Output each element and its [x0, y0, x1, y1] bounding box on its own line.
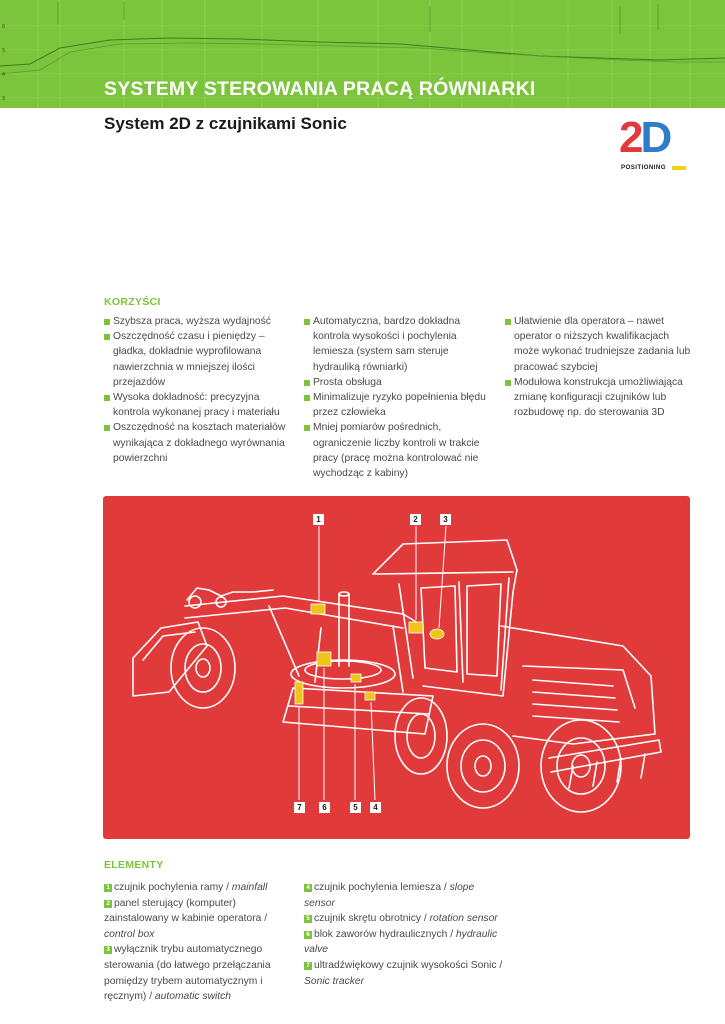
legend-item — [304, 911, 504, 927]
benefit-item: Oszczędność na kosztach materiałów wynikająca z dokładnego wyrównania powierzchni — [104, 420, 294, 466]
legend-text-pl: czujnik pochylenia lemiesza / — [314, 882, 450, 893]
legend-text-pl: panel sterujący (komputer) zainstalowany w kabinie operatora / — [104, 897, 268, 925]
benefits-heading: KORZYŚCI — [104, 296, 161, 308]
legend-item — [304, 927, 504, 958]
callout-5: 5 — [350, 802, 361, 813]
elements-legend-left — [104, 880, 296, 1005]
legend-text-pl: czujnik skrętu obrotnicy / — [314, 913, 430, 925]
page-subtitle: System 2D z czujnikami Sonic — [104, 114, 347, 133]
legend-number: 7 — [304, 962, 312, 970]
callout-3: 3 — [440, 514, 451, 525]
elements-heading: ELEMENTY — [104, 859, 164, 871]
benefits-column-1 — [104, 314, 294, 466]
benefit-item: Ułatwienie dla operatora – nawet operator o niższych kwalifikacjach może wykonać trudniejsze zadania lub pracować szybciej — [505, 314, 695, 375]
callout-1: 1 — [313, 514, 324, 525]
page-title: SYSTEMY STEROWANIA PRACĄ RÓWNIARKI — [104, 78, 536, 100]
svg-text:3: 3 — [2, 96, 6, 102]
legend-number: 2 — [104, 900, 112, 908]
benefit-item: Minimalizuje ryzyko popełnienia błędu przez człowieka — [304, 390, 496, 420]
legend-number: 1 — [104, 884, 112, 892]
legend-item — [304, 958, 504, 989]
legend-number: 3 — [104, 946, 112, 954]
svg-text:6: 6 — [2, 24, 6, 30]
control-box-component — [409, 622, 423, 633]
svg-text:5: 5 — [2, 48, 6, 54]
legend-text-en: rotation sensor — [429, 913, 498, 925]
legend-text-pl: czujnik pochylenia ramy / — [114, 882, 232, 893]
callout-6: 6 — [319, 802, 330, 813]
legend-number: 6 — [304, 931, 312, 939]
motor-grader-drawing — [103, 496, 690, 839]
legend-text-pl: blok zaworów hydraulicznych / — [314, 928, 456, 940]
hydraulic-valve-component — [317, 652, 331, 666]
benefit-item: Mniej pomiarów pośrednich, ograniczenie liczby kontroli w trakcie pracy (pracę można kontrolować nie wychodząc z kabiny) — [304, 420, 496, 481]
legend-text-pl: wyłącznik trybu automatycznego sterowania (do łatwego przełączania pomiędzy trybem automatycznym i ręcznym) / — [104, 944, 271, 1003]
legend-text-en: control box — [104, 928, 155, 940]
legend-number: 4 — [304, 884, 312, 892]
logo-mark-2: 2 — [619, 113, 641, 162]
benefit-item: Prosta obsługa — [304, 375, 496, 390]
benefit-item: Wysoka dokładność: precyzyjna kontrola wykonanej pracy i materiału — [104, 390, 294, 420]
legend-text-pl: ultradźwiękowy czujnik wysokości Sonic / — [314, 959, 503, 971]
legend-text-en: Sonic tracker — [304, 975, 365, 987]
legend-item — [104, 880, 296, 896]
header-band — [0, 0, 725, 108]
legend-number: 5 — [304, 915, 312, 923]
sonic-tracker-component — [295, 682, 303, 704]
legend-text-en: hydraulic valve — [304, 928, 498, 956]
automatic-switch-component — [430, 629, 444, 639]
benefit-item: Automatyczna, bardzo dokładna kontrola wysokości i pochylenia lemiesza (system sam steruje hydrauliką równiarki) — [304, 314, 496, 375]
legend-text-en: slope sensor — [304, 882, 475, 909]
logo-mark-d: D — [640, 113, 670, 162]
callout-2: 2 — [410, 514, 421, 525]
legend-text-en: automatic switch — [154, 991, 232, 1003]
svg-text:4: 4 — [2, 72, 6, 78]
brand-logo — [619, 113, 687, 174]
callout-7: 7 — [294, 802, 305, 813]
rotation-sensor-component — [351, 674, 361, 682]
benefit-item: Szybsza praca, wyższa wydajność — [104, 314, 294, 329]
logo-tagline: POSITIONING — [621, 164, 666, 171]
benefit-item: Oszczędność czasu i pieniędzy – gładka, dokładnie wyprofilowana nawierzchnia w mniejszej ilości przejazdów — [104, 329, 294, 390]
logo-accent-bar — [672, 166, 686, 170]
benefits-column-2 — [304, 314, 496, 481]
legend-item — [104, 942, 296, 1004]
elements-legend-right — [304, 880, 504, 989]
benefit-item: Modułowa konstrukcja umożliwiająca zmianę konfiguracji czujników lub rozbudowę np. do sterowania 3D — [505, 375, 695, 421]
mainfall-sensor-component — [311, 604, 325, 614]
slope-sensor-component — [365, 692, 375, 700]
grader-illustration-panel — [103, 496, 690, 839]
legend-text-en: mainfall — [231, 882, 268, 893]
benefits-column-3 — [505, 314, 695, 420]
legend-item — [104, 896, 296, 943]
legend-item — [304, 880, 504, 911]
callout-4: 4 — [370, 802, 381, 813]
